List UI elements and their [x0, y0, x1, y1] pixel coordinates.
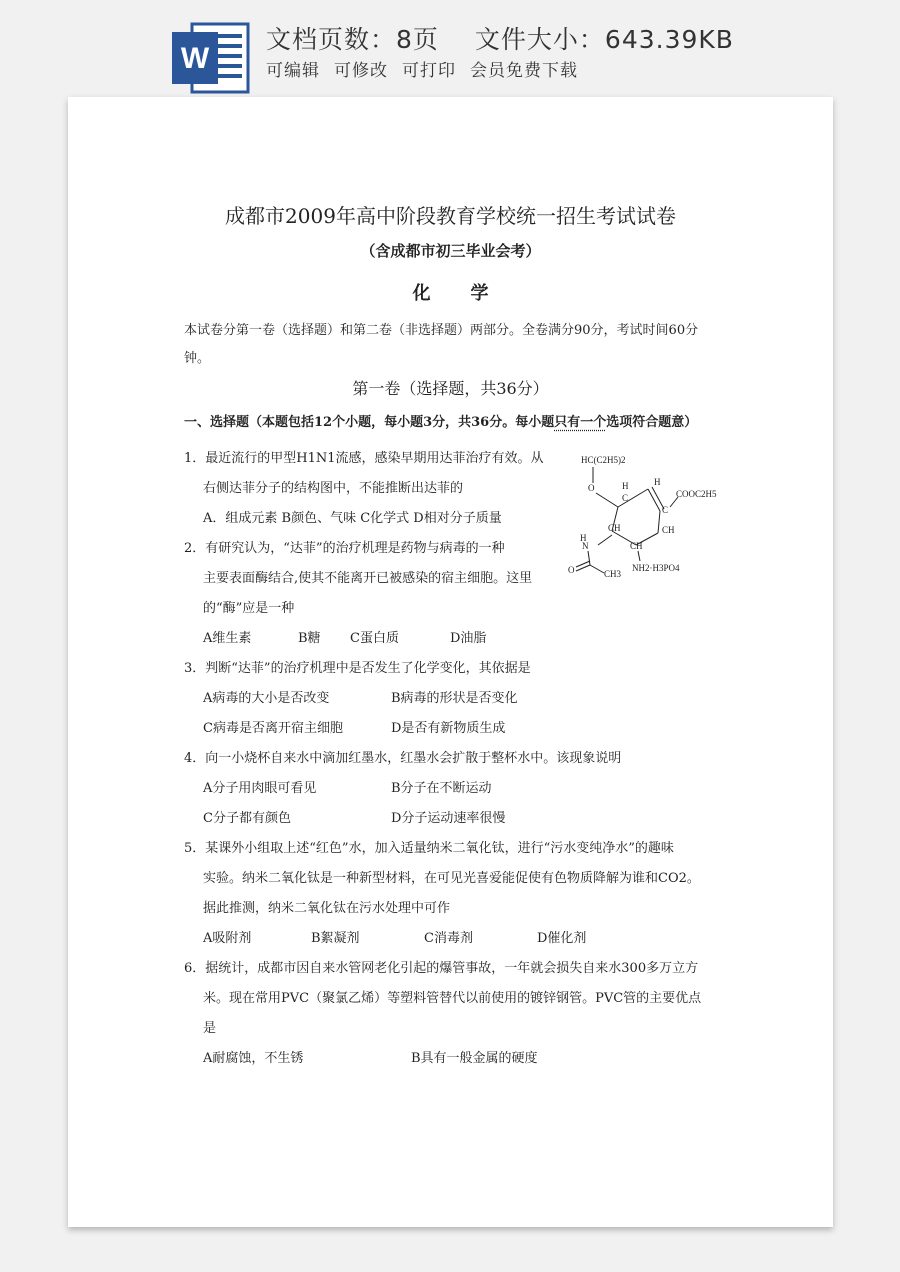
molecule-top-group: HC(C2H5)2	[581, 455, 626, 465]
part-title-text: 选项符合题意）	[606, 415, 698, 430]
part-title	[184, 411, 697, 430]
question-2-option-d: D油脂	[450, 631, 487, 646]
question-5-option-a: A吸附剂	[203, 931, 252, 946]
svg-text:CH: CH	[630, 541, 643, 551]
question-4-option-d: D分子运动速率很慢	[391, 811, 506, 826]
part-title-emphasis: 只有一个	[554, 415, 607, 430]
question-5-option-d: D催化剂	[537, 931, 587, 946]
svg-text:H: H	[580, 533, 587, 543]
question-4-option-a: A分子用肉眼可看见	[203, 781, 317, 796]
exam-subtitle: （含成都市初三毕业会考）	[360, 242, 541, 260]
intro-line: 钟。	[184, 351, 211, 366]
file-size-label: 文件大小：643.39KB	[474, 25, 734, 54]
exam-title: 成都市2009年高中阶段教育学校统一招生考试试卷	[225, 204, 676, 228]
tamiflu-structure-diagram	[568, 449, 738, 579]
feature-item: 会员免费下载	[470, 61, 578, 81]
svg-text:CH: CH	[608, 523, 621, 533]
molecule-ch3-group: CH3	[604, 569, 622, 579]
svg-text:H: H	[654, 477, 661, 487]
question-5-line: 据此推测，纳米二氧化钛在污水处理中可作	[203, 901, 451, 916]
question-5-line: 5．某课外小组取上述“红色”水，加入适量纳米二氧化钛，进行“污水变纯净水”的趣味	[184, 841, 674, 856]
question-3-option-d: D是否有新物质生成	[391, 721, 506, 736]
question-4-line: 4．向一小烧杯自来水中滴加红墨水，红墨水会扩散于整杯水中。该现象说明	[184, 751, 622, 766]
question-2-line: 主要表面酶结合,使其不能离开已被感染的宿主细胞。这里	[203, 571, 533, 586]
question-2-option-c: C蛋白质	[350, 631, 399, 646]
page-count-label: 文档页数：8页	[266, 25, 439, 54]
svg-text:C: C	[622, 493, 629, 503]
molecule-ester-group: COOC2H5	[676, 489, 717, 499]
question-2-line: 2．有研究认为，“达菲”的治疗机理是药物与病毒的一种	[184, 541, 505, 556]
document-page	[68, 97, 833, 1227]
intro-line: 本试卷分第一卷（选择题）和第二卷（非选择题）两部分。全卷满分90分，考试时间60分	[184, 323, 699, 338]
question-5-line: 实验。纳米二氧化钛是一种新型材料，在可见光喜爱能促使有色物质降解为谁和CO2。	[203, 871, 700, 886]
subject-heading: 化学	[412, 283, 529, 304]
question-2-line: 的“酶”应是一种	[203, 601, 295, 616]
question-1-line: 1．最近流行的甲型H1N1流感，感染早期用达菲治疗有效。从	[184, 451, 544, 466]
svg-text:O: O	[568, 565, 575, 575]
svg-text:C: C	[662, 505, 669, 515]
question-6-line: 6．据统计，成都市因自来水管网老化引起的爆管事故，一年就会损失自来水300多万立方	[184, 961, 699, 976]
question-6-line: 米。现在常用PVC（聚氯乙烯）等塑料管替代以前使用的镀锌钢管。PVC管的主要优点	[203, 991, 702, 1006]
feature-item: 可编辑	[266, 61, 320, 81]
question-4-option-b: B分子在不断运动	[391, 781, 492, 796]
svg-text:CH: CH	[662, 525, 675, 535]
question-2-option-b: B糖	[298, 631, 321, 646]
question-2-option-a: A维生素	[203, 631, 252, 646]
file-info-header	[0, 0, 900, 96]
svg-text:N: N	[582, 541, 589, 551]
question-1-options: A．组成元素 B颜色、气味 C化学式 D相对分子质量	[203, 511, 502, 526]
svg-text:W: W	[180, 42, 210, 75]
svg-text:H: H	[622, 481, 629, 491]
molecule-amine-group: NH2·H3PO4	[632, 563, 680, 573]
file-stats	[266, 20, 770, 56]
question-1-line: 右侧达菲分子的结构图中，不能推断出达菲的	[203, 481, 464, 496]
question-6-option-a: A耐腐蚀，不生锈	[203, 1051, 304, 1066]
feature-item: 可打印	[402, 61, 456, 81]
question-3-option-a: A病毒的大小是否改变	[203, 691, 330, 706]
question-3-line: 3．判断“达菲”的治疗机理中是否发生了化学变化，其依据是	[184, 661, 531, 676]
question-5-option-c: C消毒剂	[424, 931, 473, 946]
question-3-option-b: B病毒的形状是否变化	[391, 691, 518, 706]
svg-text:O: O	[588, 483, 595, 493]
question-4-option-c: C分子都有颜色	[203, 811, 291, 826]
question-3-option-c: C病毒是否离开宿主细胞	[203, 721, 343, 736]
part-title-text: 一、选择题（本题包括12个小题，每小题3分，共36分。每小题	[184, 415, 555, 430]
question-6-line: 是	[203, 1021, 217, 1036]
feature-item: 可修改	[334, 61, 388, 81]
question-5-option-b: B絮凝剂	[311, 931, 360, 946]
feature-list	[266, 56, 592, 81]
question-6-option-b: B具有一般金属的硬度	[411, 1051, 538, 1066]
word-doc-icon	[172, 22, 250, 94]
section-title: 第一卷（选择题，共36分）	[352, 379, 549, 398]
